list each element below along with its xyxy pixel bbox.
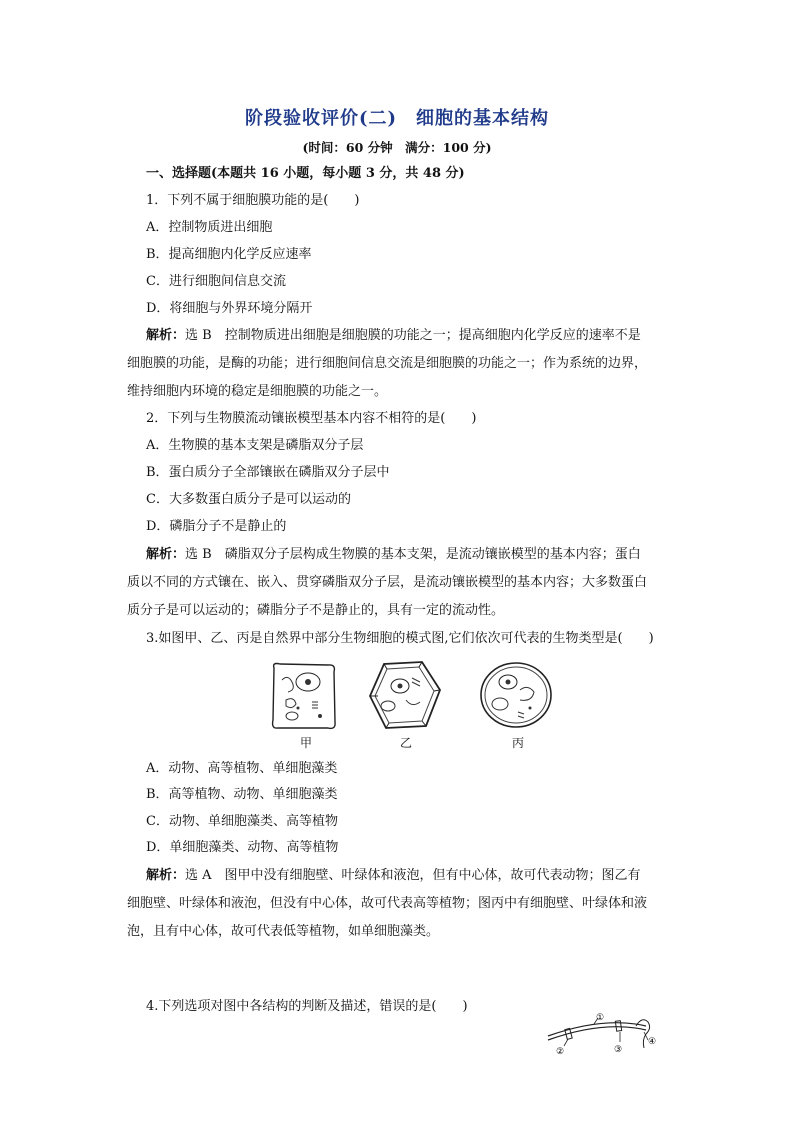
q3-stem: 3.如图甲、乙、丙是自然界中部分生物细胞的模式图,它们依次可代表的生物类型是( ) xyxy=(146,631,654,646)
q2-analysis-line-3: 质分子是可以运动的；磷脂分子不是静止的，具有一定的流动性。 xyxy=(127,603,505,618)
q1-option-b: B．提高细胞内化学反应速率 xyxy=(146,247,312,262)
marker-3: ③ xyxy=(614,1045,623,1055)
q2-option-a: A．生物膜的基本支架是磷脂双分子层 xyxy=(146,438,364,453)
analysis-label: 解析： xyxy=(146,868,186,883)
animal-cell-figure xyxy=(268,660,340,732)
marker-1: ① xyxy=(596,1013,605,1023)
analysis-label: 解析： xyxy=(146,547,186,562)
plant-cell-figure xyxy=(366,660,444,730)
q4-stem: 4.下列选项对图中各结构的判断及描述，错误的是( ) xyxy=(146,999,468,1014)
analysis-label: 解析： xyxy=(146,328,186,343)
q1-stem: 1．下列不属于细胞膜功能的是( ) xyxy=(146,193,360,208)
algal-cell-figure xyxy=(478,660,554,730)
figure-label-bing: 丙 xyxy=(512,736,525,750)
analysis-text: 选 B 磷脂双分子层构成生物膜的基本支架，是流动镶嵌模型的基本内容；蛋白 xyxy=(185,547,641,562)
membrane-figure xyxy=(544,1012,664,1058)
q1-analysis-line-3: 维持细胞内环境的稳定是细胞膜的功能之一。 xyxy=(127,384,388,399)
q3-analysis-line-2: 细胞壁、叶绿体和液泡，但没有中心体，故可代表高等植物；图丙中有细胞壁、叶绿体和液 xyxy=(127,896,648,911)
marker-4: ④ xyxy=(648,1037,657,1047)
q2-option-c: C．大多数蛋白质分子是可以运动的 xyxy=(146,492,351,507)
page-title: 阶段验收评价(二) 细胞的基本结构 xyxy=(244,108,550,129)
q2-analysis-line-2: 质以不同的方式镶在、嵌入、贯穿磷脂双分子层，是流动镶嵌模型的基本内容；大多数蛋白 xyxy=(127,575,648,590)
marker-2: ② xyxy=(556,1047,565,1057)
q2-option-b: B．蛋白质分子全部镶嵌在磷脂双分子层中 xyxy=(146,465,390,480)
q3-analysis-line-3: 泡，且有中心体，故可代表低等植物，如单细胞藻类。 xyxy=(127,924,440,939)
q3-option-c: C．动物、单细胞藻类、高等植物 xyxy=(146,814,338,829)
q3-option-b: B．高等植物、动物、单细胞藻类 xyxy=(146,787,338,802)
analysis-text: 选 A 图甲中没有细胞壁、叶绿体和液泡，但有中心体，故可代表动物；图乙有 xyxy=(185,868,641,883)
q1-option-a: A．控制物质进出细胞 xyxy=(146,220,273,235)
q3-option-a: A．动物、高等植物、单细胞藻类 xyxy=(146,761,338,776)
figure-label-yi: 乙 xyxy=(400,736,413,750)
q1-analysis-line-1 xyxy=(146,328,641,344)
q3-option-d: D．单细胞藻类、动物、高等植物 xyxy=(146,840,339,855)
q2-stem: 2．下列与生物膜流动镶嵌模型基本内容不相符的是( ) xyxy=(146,411,477,426)
q1-option-d: D．将细胞与外界环境分隔开 xyxy=(146,301,313,316)
q2-analysis-line-1 xyxy=(146,547,641,563)
q2-option-d: D．磷脂分子不是静止的 xyxy=(146,519,287,534)
q1-analysis-line-2: 细胞膜的功能，是酶的功能；进行细胞间信息交流是细胞膜的功能之一；作为系统的边界， xyxy=(127,356,648,371)
exam-info: (时间：60 分钟 满分：100 分) xyxy=(302,140,492,155)
analysis-text: 选 B 控制物质进出细胞是细胞膜的功能之一；提高细胞内化学反应的速率不是 xyxy=(185,328,641,343)
q3-analysis-line-1 xyxy=(146,868,641,884)
section-heading: 一、选择题(本题共 16 小题，每小题 3 分，共 48 分) xyxy=(146,166,465,181)
figure-label-jia: 甲 xyxy=(300,736,313,750)
q1-option-c: C．进行细胞间信息交流 xyxy=(146,274,286,289)
